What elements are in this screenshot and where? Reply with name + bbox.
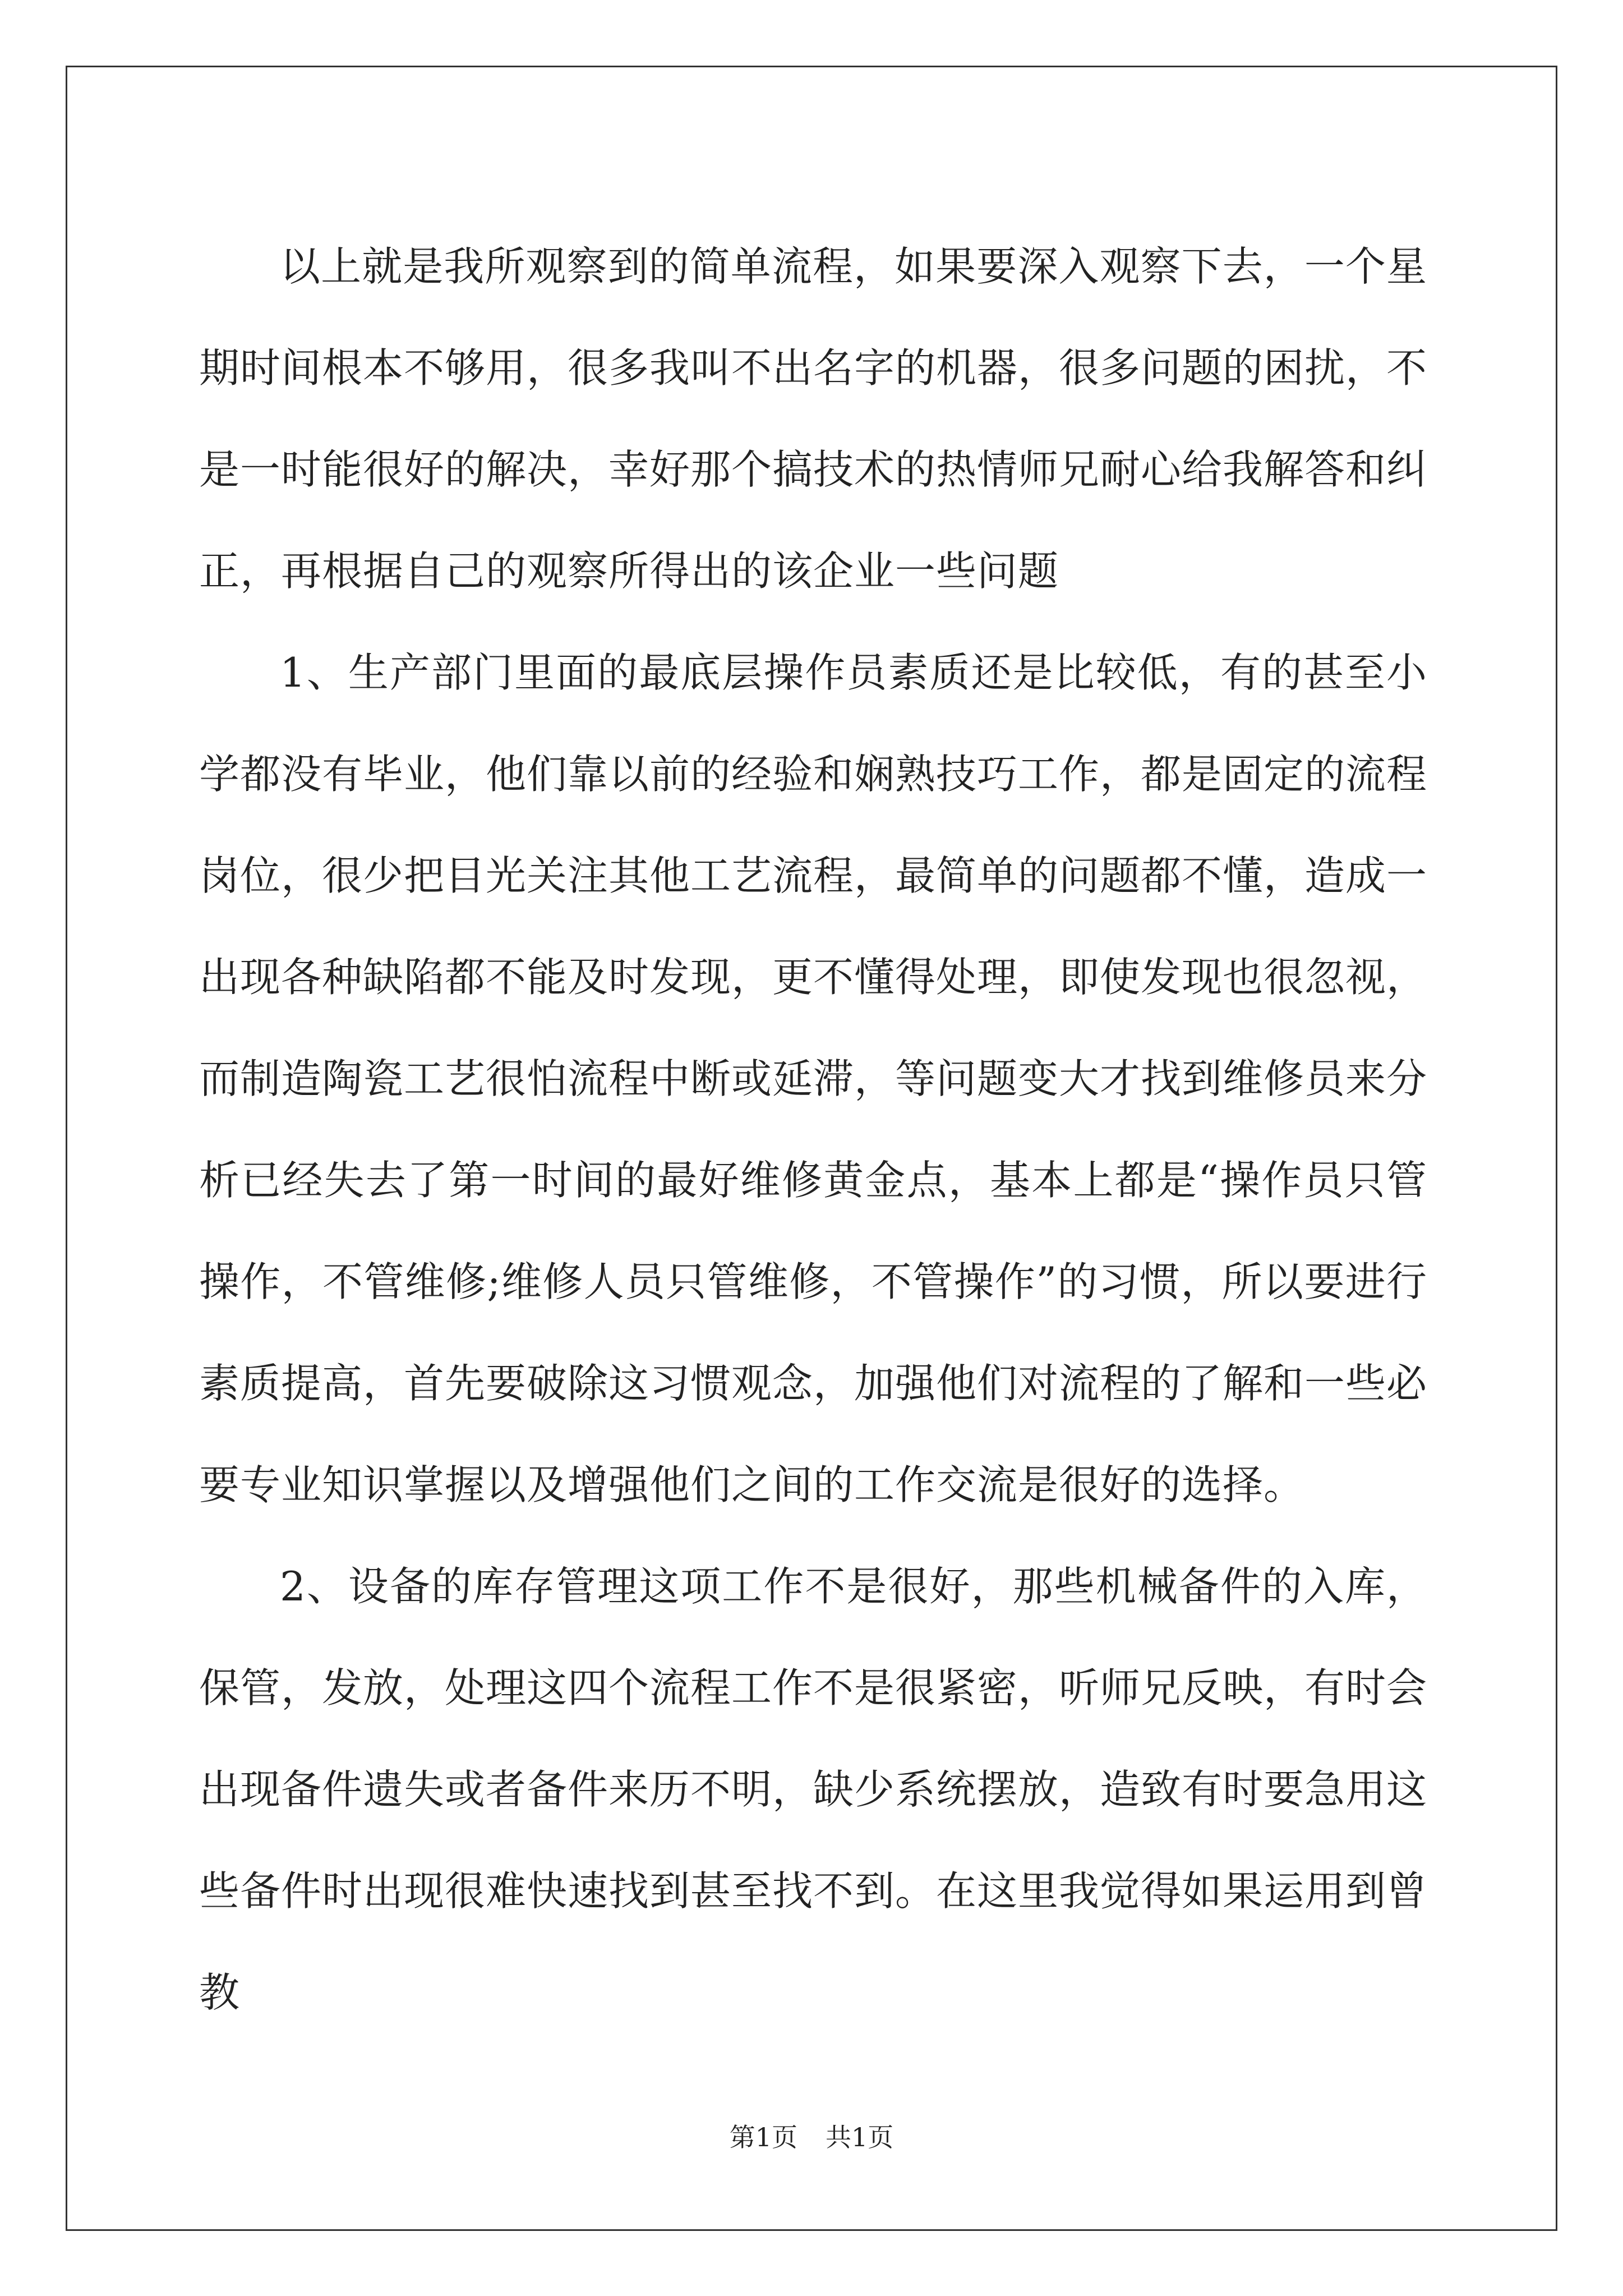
paragraph-observation: 以上就是我所观察到的简单流程，如果要深入观察下去，一个星期时间根本不够用，很多我叫不出名字的机器，很多问题的困扰，不是一时能很好的解决，幸好那个搞技术的热情师兄耐心给我解答和纠正，再根据自己的观察所得出的该企业一些问题: [199, 243, 1428, 595]
document-body: [199, 216, 1427, 2044]
paragraph-point-2: 2、设备的库存管理这项工作不是很好，那些机械备件的入库，保管，发放，处理这四个流程工作不是很紧密，听师兄反映，有时会出现备件遗失或者备件来历不明，缺少系统摆放，造致有时要急用这些备件时出现很难快速找到甚至找不到。在这里我觉得如果运用到曾教: [199, 1563, 1428, 2016]
paragraph-point-1: 1、生产部门里面的最底层操作员素质还是比较低，有的甚至小学都没有毕业，他们靠以前的经验和娴熟技巧工作，都是固定的流程岗位，很少把目光关注其他工艺流程，最简单的问题都不懂，造成一出现各种缺陷都不能及时发现，更不懂得处理，即使发现也很忽视，而制造陶瓷工艺很怕流程中断或延滞，等问题变大才找到维修员来分析已经失去了第一时间的最好维修黄金点，基本上都是“操作员只管操作，不管维修;维修人员只管维修，不管操作”的习惯，所以要进行素质提高，首先要破除这习惯观念，加强他们对流程的了解和一些必要专业知识掌握以及增强他们之间的工作交流是很好的选择。: [199, 649, 1428, 1508]
page-footer: [0, 2120, 1623, 2154]
page-number: 第1页: [729, 2122, 797, 2152]
page-total: 共1页: [826, 2122, 894, 2152]
